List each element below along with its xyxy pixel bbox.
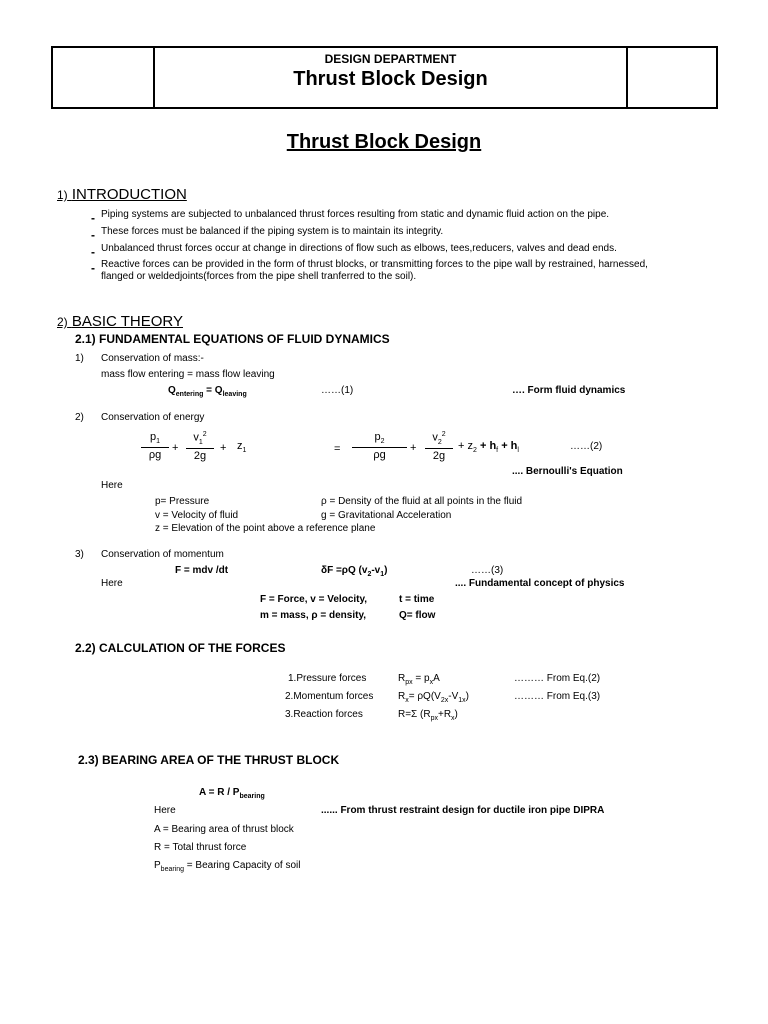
header-title: Thrust Block Design bbox=[293, 68, 488, 90]
mass-title: Conservation of mass:- bbox=[101, 353, 204, 364]
here-label: Here bbox=[101, 578, 123, 589]
energy-title: Conservation of energy bbox=[101, 412, 205, 423]
momentum-definition: Q= flow bbox=[399, 610, 436, 621]
item-number: 2) bbox=[75, 412, 84, 423]
force-label: 2.Momentum forces bbox=[285, 691, 374, 702]
subsection-calculation-forces: 2.2) CALCULATION OF THE FORCES bbox=[75, 641, 286, 655]
plus-sign: + bbox=[172, 442, 179, 454]
force-label: 3.Reaction forces bbox=[285, 709, 363, 720]
mass-equation: $Q_{entering} = Q_{leaving}$ bbox=[168, 385, 247, 398]
mass-line: mass flow entering = mass flow leaving bbox=[101, 369, 275, 380]
force-equation: R=Σ $(R_{px}+R_x)$ bbox=[398, 709, 458, 722]
fraction-v2-over-2g: $v_2^2$ 2g bbox=[425, 431, 453, 462]
definition: g = Gravitational Acceleration bbox=[321, 510, 452, 521]
here-label: Here bbox=[101, 480, 123, 491]
bearing-definition: R = Total thrust force bbox=[154, 842, 247, 853]
intro-bullet: - Piping systems are subjected to unbalanced thrust forces resulting from static and dynamic fluid action on the pipe. bbox=[91, 209, 610, 225]
plus-sign: + bbox=[220, 442, 227, 454]
here-label: Here bbox=[154, 805, 176, 816]
fraction-v1-over-2g: $v_1^2$ 2g bbox=[186, 431, 214, 462]
equation-ref-3: ……(3) bbox=[471, 565, 504, 576]
bearing-note: ...... From thrust restraint design for ductile iron pipe DIPRA bbox=[321, 805, 605, 816]
section-number: 1) bbox=[57, 188, 68, 202]
momentum-definition: m = mass, ρ = density, bbox=[260, 610, 367, 621]
z2-hf-hl: + $z_2 + h_f + h_l$ bbox=[458, 440, 519, 455]
force-equation: $R_{px} = p_xA$ bbox=[398, 673, 440, 686]
intro-bullet: - These forces must be balanced if the piping system is to maintain its integrity. bbox=[91, 226, 444, 242]
section-basic-theory bbox=[57, 313, 183, 330]
intro-bullet-continuation: flanged or weldedjoints(forces from the pipe shell tranferred to the soil). bbox=[101, 271, 417, 282]
mass-note: …. Form fluid dynamics bbox=[512, 385, 626, 396]
definition: ρ = Density of the fluid at all points in the fluid bbox=[321, 496, 523, 507]
section-introduction bbox=[57, 186, 187, 203]
momentum-title: Conservation of momentum bbox=[101, 549, 224, 560]
equation-ref-2: ……(2) bbox=[570, 441, 603, 452]
header-department: DESIGN DEPARTMENT bbox=[324, 52, 457, 66]
item-number: 3) bbox=[75, 549, 84, 560]
intro-bullet: - Unbalanced thrust forces occur at change in directions of flow such as elbows, tees,reducers, valves and dead ends. bbox=[91, 243, 617, 259]
subsection-fluid-dynamics: 2.1) FUNDAMENTAL EQUATIONS OF FLUID DYNAMICS bbox=[75, 332, 390, 346]
momentum-definition: F = Force, v = Velocity, bbox=[260, 594, 368, 605]
bearing-definition: $P_{bearing}$ = Bearing Capacity of soil bbox=[154, 860, 301, 873]
intro-bullet: - Reactive forces can be provided in the form of thrust blocks, or transmitting forces to the pipe wall by restrained, harnessed, bbox=[91, 259, 648, 275]
header-divider-right bbox=[626, 48, 628, 107]
z1: $z_1$ bbox=[237, 440, 247, 455]
section-number: 2) bbox=[57, 315, 68, 329]
subsection-bearing-area: 2.3) BEARING AREA OF THE THRUST BLOCK bbox=[78, 753, 340, 767]
section-heading: INTRODUCTION bbox=[71, 186, 187, 203]
document-title: Thrust Block Design bbox=[286, 131, 482, 153]
section-heading: BASIC THEORY bbox=[71, 313, 183, 330]
momentum-note: .... Fundamental concept of physics bbox=[455, 578, 625, 589]
momentum-delta-equation: δF =ρQ $(v_2-v_1)$ bbox=[321, 565, 388, 578]
force-ref: ……… From Eq.(2) bbox=[514, 673, 601, 684]
definition: p= Pressure bbox=[155, 496, 210, 507]
bearing-equation: $A = R / P_{bearing}$ bbox=[199, 787, 265, 800]
definition: v = Velocity of fluid bbox=[155, 510, 239, 521]
header-box bbox=[51, 46, 718, 109]
item-number: 1) bbox=[75, 353, 84, 364]
force-ref: ……… From Eq.(3) bbox=[514, 691, 601, 702]
plus-sign: + bbox=[410, 442, 417, 454]
bernoulli-note: .... Bernoulli's Equation bbox=[512, 466, 623, 477]
definition: z = Elevation of the point above a reference plane bbox=[155, 523, 376, 534]
fraction-p2-over-rho-g: $p_2$ ρg bbox=[352, 431, 407, 461]
momentum-equation: F = mdv /dt bbox=[175, 565, 229, 576]
momentum-definition: t = time bbox=[399, 594, 435, 605]
force-label: 1.Pressure forces bbox=[288, 673, 367, 684]
force-equation: $R_x= \rho Q(V_{2x}-V_{1x})$ bbox=[398, 691, 469, 704]
equals-sign: = bbox=[334, 443, 341, 455]
bearing-definition: A = Bearing area of thrust block bbox=[154, 824, 294, 835]
fraction-p1-over-rho-g: $p_1$ ρg bbox=[141, 431, 169, 461]
equation-ref-1: ……(1) bbox=[321, 385, 354, 396]
